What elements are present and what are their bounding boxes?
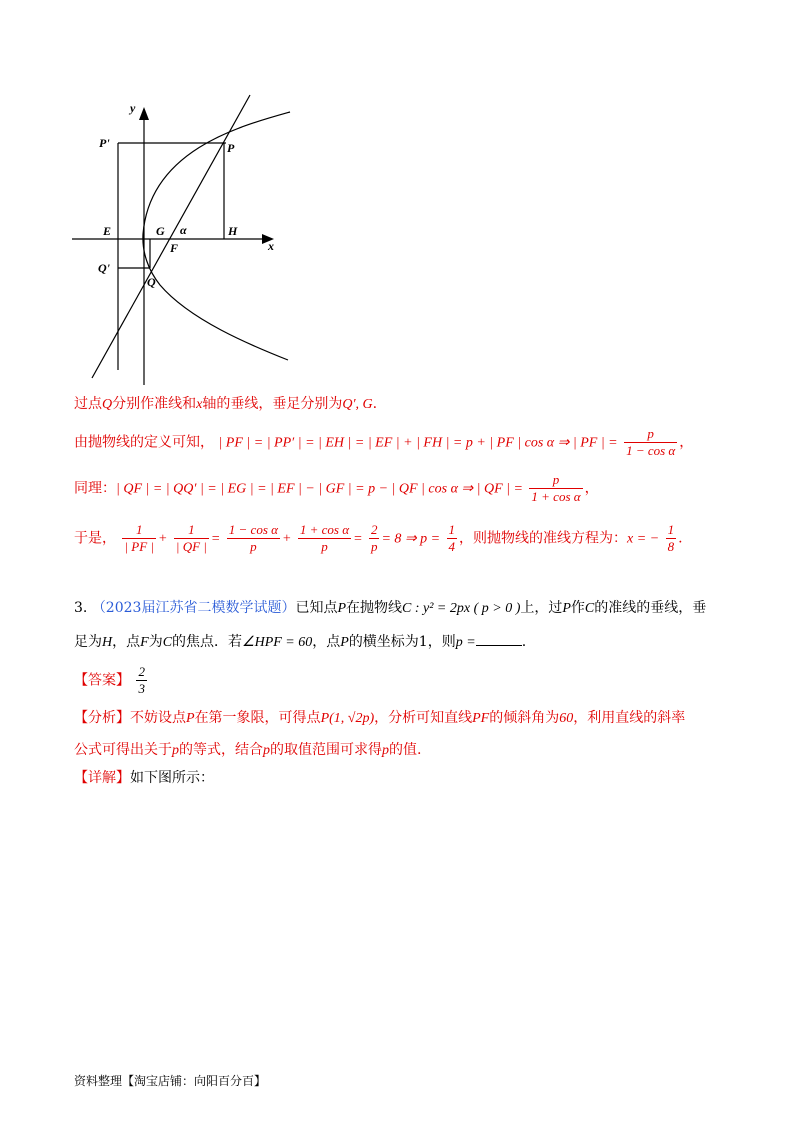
detail-label: 【详解】: [74, 770, 130, 786]
answer-line: 【答案】 $\frac{2}{3}$: [74, 664, 145, 696]
label-p: P: [227, 141, 235, 155]
detail-line: 【详解】如下图所示：: [74, 770, 214, 786]
label-q-prime: Q': [98, 261, 110, 275]
analysis-line-2: 公式可得出关于p的等式，结合p的取值范围可求得p的值.: [74, 742, 422, 758]
parabola-curve: [143, 112, 290, 360]
analysis-line-1: 【分析】不妨设点P在第一象限，可得点P(1, √2p)，分析可知直线PF的倾斜角为60，利用直线的斜率: [74, 710, 686, 726]
label-h: H: [228, 224, 238, 238]
y-axis-arrow: [139, 107, 149, 120]
problem-number: 3.: [74, 600, 88, 616]
label-q: Q: [147, 275, 156, 289]
label-alpha: α: [180, 223, 187, 237]
parabola-figure: [60, 90, 300, 390]
solution-line-3: 同理：| QF | = | QQ′ | = | EG | = | EF | − | GF | = p − | QF | cos α ⇒ | QF | = $\frac{p}{\text{1 + cos α}}$ ，: [74, 472, 599, 504]
label-e: E: [103, 224, 112, 238]
label-x: x: [268, 239, 274, 253]
problem-3-line-1: 3. （2023届江苏省二模数学试题）已知点P在抛物线C : y² = 2px ( p > 0 )上，过P作C的准线的垂线，垂: [74, 600, 707, 616]
analysis-label: 【分析】: [74, 710, 130, 726]
label-p-prime: P': [99, 136, 110, 150]
page-footer: 资料整理【淘宝店铺：向阳百分百】: [74, 1074, 267, 1088]
problem-3-line-2: 足为H，点F为C的焦点．若∠HPF = 60，点P的横坐标为1，则p = .: [74, 634, 527, 650]
answer-blank: [476, 633, 522, 646]
label-g: G: [156, 224, 165, 238]
label-y: y: [130, 101, 136, 115]
solution-line-4: 于是， $\frac{1}{| PF |}$ + $\frac{1}{| QF |}$ = $\frac{\text{1 − cos α}}{p}$ + $\frac{\text{1 + cos α}}{p}$ = $\frac{2}{p}$ = 8 ⇒ p = $\frac{1}{4}$ ，则抛物线的准线方程为：x = − $\frac{1}{8}$ .: [74, 522, 683, 554]
solution-line-1: 过点Q分别作准线和x轴的垂线，垂足分别为Q′, G.: [74, 396, 378, 412]
solution-line-2: 由抛物线的定义可知， | PF | = | PP′ | = | EH | = | EF | + | FH | = p + | PF | cos α ⇒ | PF | = $\frac{p}{\text{1 − cos α}}$ ，: [74, 426, 694, 458]
answer-label: 【答案】: [74, 672, 130, 689]
label-f: F: [170, 241, 179, 255]
problem-source: （2023届江苏省二模数学试题）: [91, 600, 296, 616]
focal-chord: [92, 95, 250, 378]
